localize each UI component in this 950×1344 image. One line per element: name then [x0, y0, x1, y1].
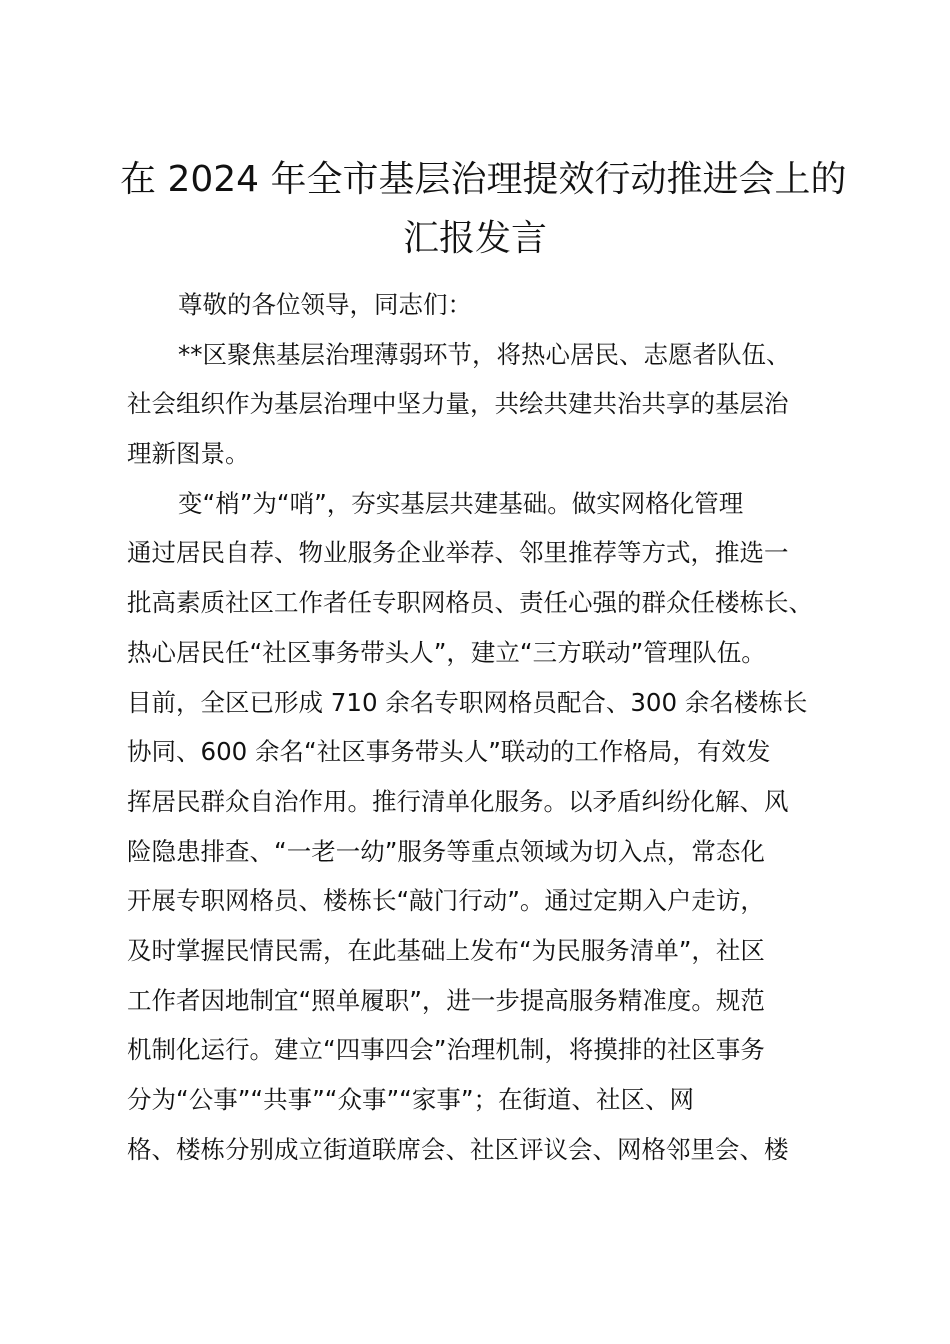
paragraph-2-line: 工作者因地制宜“照单履职”，进一步提高服务精准度。规范 — [127, 985, 765, 1015]
paragraph-2-line: 挥居民群众自治作用。推行清单化服务。以矛盾纠纷化解、风 — [127, 786, 789, 816]
document-body — [127, 280, 847, 1174]
paragraph-1-line: 理新图景。 — [127, 439, 250, 469]
paragraph-1-line: 社会组织作为基层治理中坚力量，共绘共建共治共享的基层治 — [127, 389, 789, 419]
title-line-1: 在 2024 年全市基层治理提效行动推进会上的 — [120, 159, 847, 200]
paragraph-2-line: 热心居民任“社区事务带头人”，建立“三方联动”管理队伍。 — [127, 637, 766, 667]
paragraph-1-line: **区聚焦基层治理薄弱环节，将热心居民、志愿者队伍、 — [178, 339, 791, 369]
paragraph-2-line: 协同、600 余名“社区事务带头人”联动的工作格局，有效发 — [127, 737, 771, 767]
paragraph-2-line: 分为“公事”“共事”“众事”“家事”；在街道、社区、网 — [127, 1085, 695, 1114]
document-title — [120, 150, 847, 268]
title-line-2: 汇报发言 — [402, 218, 547, 259]
paragraph-2-line: 开展专职网格员、楼栋长“敲门行动”。通过定期入户走访， — [127, 886, 765, 916]
paragraph-2-line: 目前，全区已形成 710 余名专职网格员配合、300 余名楼栋长 — [127, 687, 808, 717]
paragraph-2-line: 通过居民自荐、物业服务企业举荐、邻里推荐等方式，推选一 — [127, 538, 789, 568]
paragraph-2-line: 险隐患排查、“一老一幼”服务等重点领域为切入点，常态化 — [127, 836, 765, 866]
paragraph-2-line: 机制化运行。建立“四事四会”治理机制，将摸排的社区事务 — [127, 1035, 765, 1065]
paragraph-2-line: 批高素质社区工作者任专职网格员、责任心强的群众任楼栋长、 — [127, 588, 813, 618]
paragraph-2-line: 变“梢”为“哨”，夯实基层共建基础。做实网格化管理 — [178, 488, 744, 518]
salutation: 尊敬的各位领导，同志们： — [178, 290, 472, 319]
paragraph-2-line: 格、楼栋分别成立街道联席会、社区评议会、网格邻里会、楼 — [127, 1134, 789, 1164]
paragraph-2-line: 及时掌握民情民需，在此基础上发布“为民服务清单”，社区 — [127, 935, 765, 965]
